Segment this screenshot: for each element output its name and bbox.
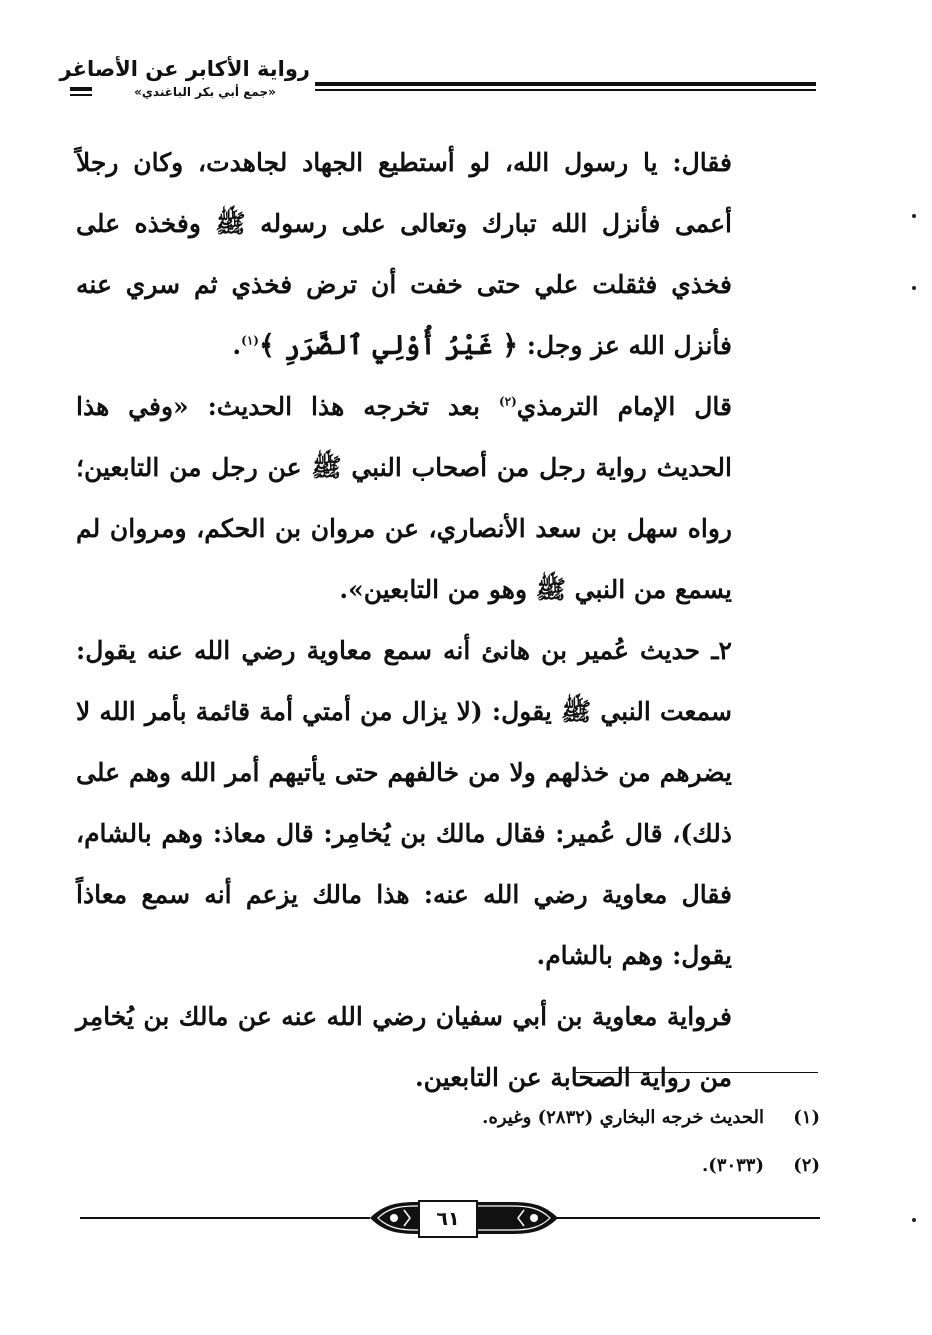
paragraph-3-text: حديث عُمير بن هانئ أنه سمع معاوية رضي الله عنه يقول: سمعت النبي ﷺ يقول: (لا يزال من أمتي أمة قائمة بأمر الله لا يضرهم من خذلهم ولا من خالفهم حتى يأتيهم أمر الله وهم على ذلك)، قال عُمير: فقال مالك بن يُخامِر: قال معاذ: وهم بالشام، فقال معاوية رضي الله عنه: هذا مالك يزعم أنه سمع معاذاً يقول: وهم بالشام.	[76, 636, 732, 970]
paragraph-4-text: فرواية معاوية بن أبي سفيان رضي الله عنه عن مالك بن يُخامِر من رواية الصحابة عن التابعين.	[76, 1002, 732, 1092]
paragraph-3	[76, 620, 732, 986]
header-rule-short	[70, 87, 92, 96]
header-title: رواية الأكابر عن الأصاغر	[59, 57, 310, 81]
footnote-separator	[576, 1072, 818, 1073]
body-text	[76, 132, 732, 1108]
paragraph-2-text: قال الإمام الترمذي	[516, 392, 732, 421]
scan-mark	[912, 214, 916, 218]
quran-verse: ﴿ غَيْرُ أُوْلِي ٱلضَّرَرِ ﴾	[258, 330, 519, 361]
footnote-text: الحديث خرجه البخاري (٢٨٣٢) وغيره.	[482, 1107, 764, 1128]
footnote-text: (٣٠٣٣).	[702, 1155, 764, 1176]
page-number: ٦١	[418, 1200, 478, 1238]
paragraph-1-text: فقال: يا رسول الله، لو أستطيع الجهاد لجاهدت، وكان رجلاً أعمى فأنزل الله تبارك وتعالى على رسوله ﷺ وفخذه على فخذي فثقلت علي حتى خفت أن ترض فخذي ثم سري عنه فأنزل الله عز وجل:	[76, 148, 732, 360]
paragraph-2-rest: بعد تخرجه هذا الحديث: «وفي هذا الحديث رواية رجل من أصحاب النبي ﷺ عن رجل من التابعين؛ رواه سهل بن سعد الأنصاري، عن مروان بن الحكم، ومروان لم يسمع من النبي ﷺ وهو من التابعين».	[76, 392, 732, 604]
footer-rule-left	[80, 1217, 370, 1219]
footnote-item	[300, 1142, 820, 1190]
paragraph-1	[76, 132, 732, 376]
header-subtitle: «جمع أبي بكر الباغندي»	[134, 85, 276, 99]
paragraph-4	[76, 986, 732, 1108]
scan-mark	[912, 286, 916, 290]
footnote-number: (١)	[793, 1107, 820, 1128]
footnotes	[300, 1094, 820, 1190]
footer-rule-right	[556, 1217, 820, 1219]
paragraph-2	[76, 376, 732, 620]
footnote-ref-2[interactable]: (٢)	[498, 394, 517, 409]
scan-mark	[912, 1218, 916, 1222]
running-header	[60, 52, 816, 112]
paragraph-1-end: .	[232, 331, 242, 360]
footnote-ref-1[interactable]: (١)	[241, 333, 259, 348]
footnote-item	[300, 1094, 820, 1142]
item-number: ٢ـ	[711, 636, 732, 665]
footnote-number: (٢)	[793, 1155, 820, 1176]
header-rule	[315, 82, 816, 91]
